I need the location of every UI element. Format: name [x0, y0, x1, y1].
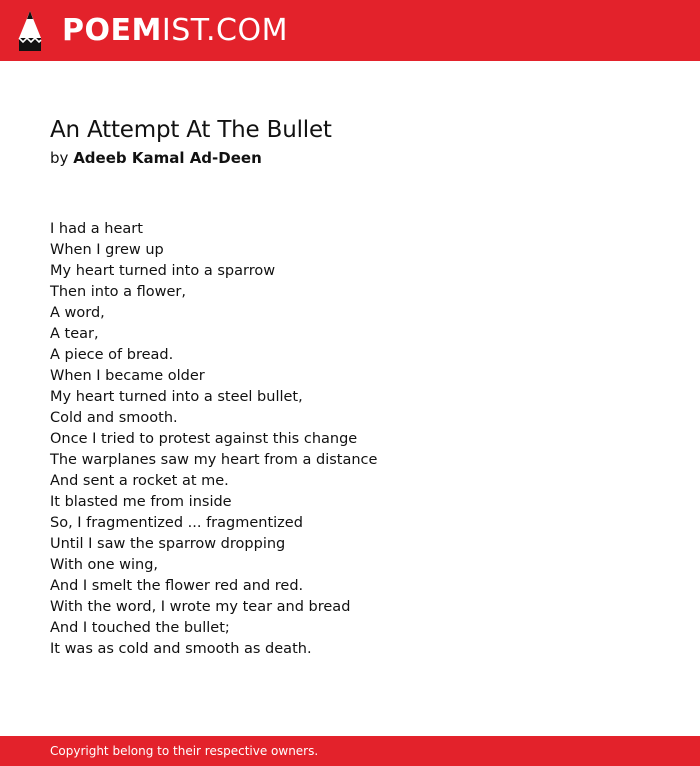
poem-line: I had a heart [50, 221, 143, 237]
poem-line: A piece of bread. [50, 347, 174, 363]
poem-line: A tear, [50, 326, 99, 342]
poem-title: An Attempt At The Bullet [50, 117, 332, 143]
poem-line: So, I fragmentized ... fragmentized [50, 515, 303, 531]
byline [50, 149, 262, 167]
poem-line: Until I saw the sparrow dropping [50, 536, 286, 552]
poem-line: My heart turned into a sparrow [50, 263, 276, 279]
footer-bar [0, 736, 700, 766]
poem-line: With one wing, [50, 557, 159, 573]
poem-line: And I smelt the flower red and red. [50, 578, 304, 594]
poem-line: And I touched the bullet; [50, 620, 230, 636]
site-logo[interactable] [62, 14, 288, 48]
poem-line: The warplanes saw my heart from a distance [50, 452, 378, 468]
poem-body [50, 219, 650, 660]
poem-line: A word, [50, 305, 105, 321]
poem-line: Then into a flower, [50, 284, 187, 300]
brand-name-light: IST.COM [161, 13, 288, 48]
poem-line: When I became older [50, 368, 205, 384]
by-label: by [50, 149, 69, 167]
author-name: Adeeb Kamal Ad-Deen [73, 149, 262, 167]
brand-name-strong: POEM [62, 13, 162, 48]
poem-line: When I grew up [50, 242, 164, 258]
copyright-notice: Copyright belong to their respective owners. [50, 744, 319, 758]
poem-line: It blasted me from inside [50, 494, 232, 510]
header-bar [0, 0, 700, 61]
pencil-tip-icon [18, 10, 42, 52]
poem-line: With the word, I wrote my tear and bread [50, 599, 351, 615]
poem-line: Cold and smooth. [50, 410, 178, 426]
poem-line: And sent a rocket at me. [50, 473, 229, 489]
poem-line: My heart turned into a steel bullet, [50, 389, 303, 405]
poem-line: It was as cold and smooth as death. [50, 641, 312, 657]
poem-line: Once I tried to protest against this change [50, 431, 358, 447]
